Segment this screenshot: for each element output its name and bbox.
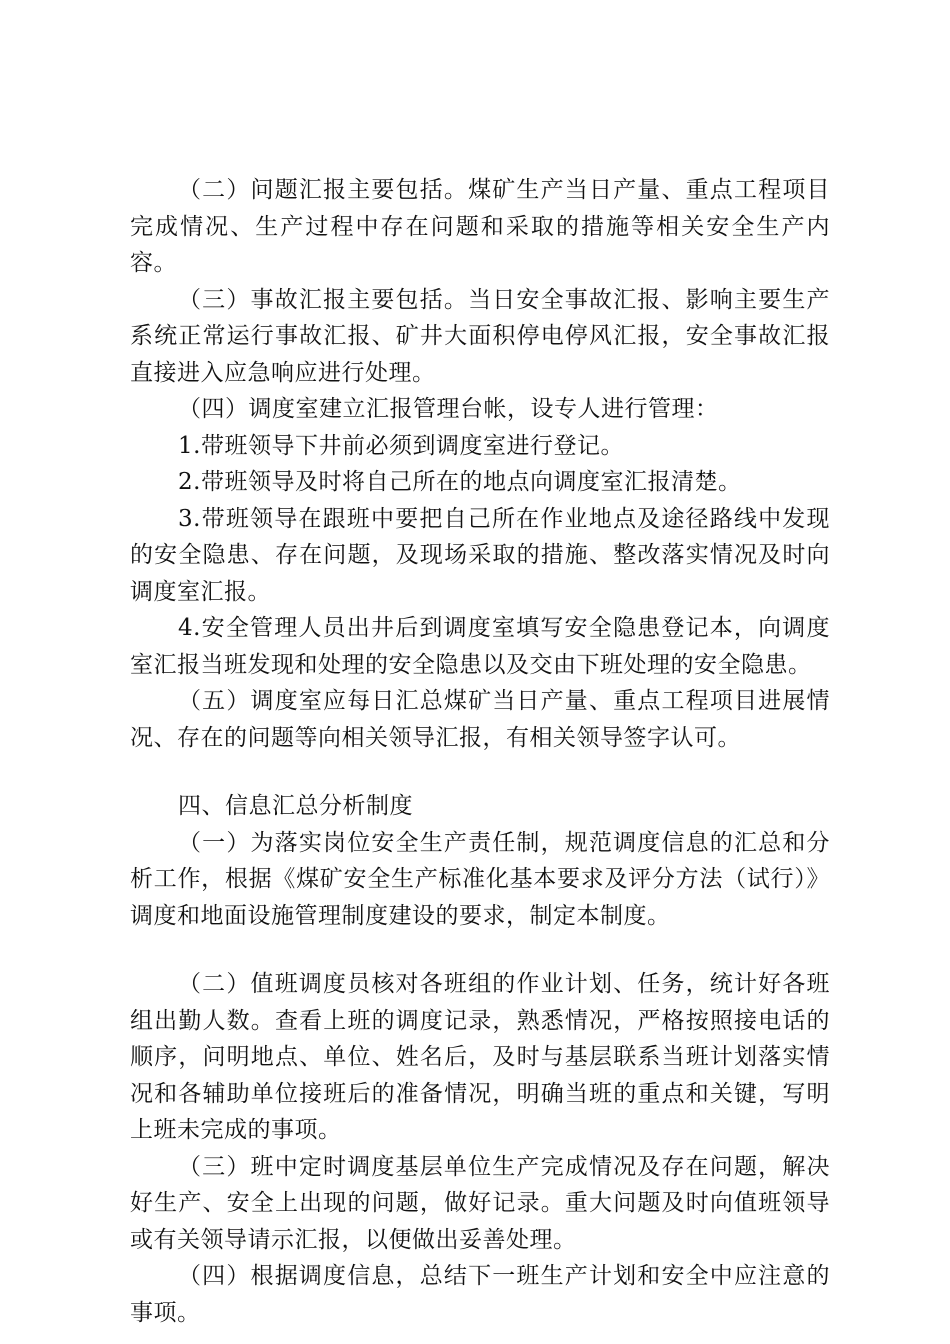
section-heading-info-analysis: 四、信息汇总分析制度 — [178, 793, 413, 819]
paragraph-next-shift-plan: （四）根据调度信息，总结下一班生产计划和安全中应注意的事项。 — [130, 1263, 830, 1326]
paragraph-purpose: （一）为落实岗位安全生产责任制，规范调度信息的汇总和分析工作，根据《煤矿安全生产标准化基本要求及评分方法（试行）》调度和地面设施管理制度建设的要求，制定本制度。 — [130, 829, 830, 929]
paragraph-problem-report: （二）问题汇报主要包括。煤矿生产当日产量、重点工程项目完成情况、生产过程中存在问题和采取的措施等相关安全生产内容。 — [130, 177, 830, 276]
list-item-2: 2.带班领导及时将自己所在的地点向调度室汇报清楚。 — [178, 469, 742, 495]
paragraph-duty-dispatcher: （二）值班调度员核对各班组的作业计划、任务，统计好各班组出勤人数。查看上班的调度记录，熟悉情况，严格按照接电话的顺序，问明地点、单位、姓名后，及时与基层联系当班计划落实情况和各辅助单位接班后的准备情况，明确当班的重点和关键，写明上班未完成的事项。 — [130, 971, 830, 1143]
paragraph-accident-report: （三）事故汇报主要包括。当日安全事故汇报、影响主要生产系统正常运行事故汇报、矿井大面积停电停风汇报，安全事故汇报直接进入应急响应进行处理。 — [130, 286, 830, 386]
paragraph-shift-dispatch: （三）班中定时调度基层单位生产完成情况及存在问题，解决好生产、安全上出现的问题，做好记录。重大问题及时向值班领导或有关领导请示汇报，以便做出妥善处理。 — [130, 1153, 830, 1253]
list-item-3: 3.带班领导在跟班中要把自己所在作业地点及途径路线中发现的安全隐患、存在问题，及现场采取的措施、整改落实情况及时向调度室汇报。 — [130, 505, 830, 605]
list-item-1: 1.带班领导下井前必须到调度室进行登记。 — [178, 432, 624, 459]
paragraph-report-ledger: （四）调度室建立汇报管理台帐，设专人进行管理： — [178, 396, 719, 422]
paragraph-daily-summary: （五）调度室应每日汇总煤矿当日产量、重点工程项目进展情况、存在的问题等向相关领导汇报，有相关领导签字认可。 — [130, 688, 830, 751]
list-item-4: 4.安全管理人员出井后到调度室填写安全隐患登记本，向调度室汇报当班发现和处理的安全隐患以及交由下班处理的安全隐患。 — [130, 615, 830, 678]
document-page — [130, 172, 830, 1331]
